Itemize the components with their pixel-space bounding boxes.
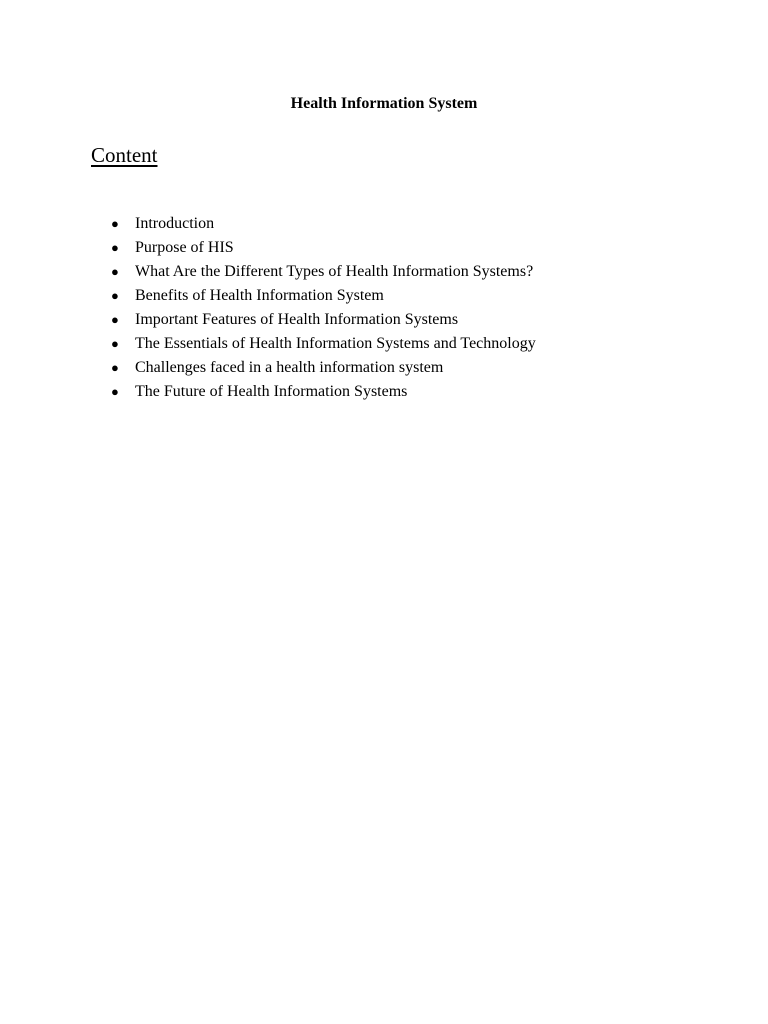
bullet-icon: ● <box>111 312 119 327</box>
toc-item <box>111 260 536 284</box>
table-of-contents <box>111 212 536 404</box>
bullet-icon: ● <box>111 288 119 303</box>
bullet-icon: ● <box>111 360 119 375</box>
toc-item <box>111 212 536 236</box>
toc-item <box>111 308 536 332</box>
toc-item-label: Challenges faced in a health information system <box>135 359 444 376</box>
bullet-icon: ● <box>111 336 119 351</box>
toc-item <box>111 380 536 404</box>
toc-item-label: Purpose of HIS <box>135 239 234 256</box>
toc-item-label: Introduction <box>135 215 215 232</box>
bullet-icon: ● <box>111 240 119 255</box>
content-heading: Content <box>91 143 158 167</box>
toc-item-label: Important Features of Health Information Systems <box>135 311 459 328</box>
toc-item-label: Benefits of Health Information System <box>135 287 384 304</box>
toc-item-label: The Future of Health Information Systems <box>135 383 408 400</box>
bullet-icon: ● <box>111 384 119 399</box>
document-title: Health Information System <box>290 95 478 112</box>
toc-item-label: The Essentials of Health Information Systems and Technology <box>135 335 536 352</box>
toc-item <box>111 332 536 356</box>
toc-item-label: What Are the Different Types of Health Information Systems? <box>135 263 534 280</box>
toc-item <box>111 236 536 260</box>
bullet-icon: ● <box>111 216 119 231</box>
toc-item <box>111 356 536 380</box>
toc-item <box>111 284 536 308</box>
bullet-icon: ● <box>111 264 119 279</box>
